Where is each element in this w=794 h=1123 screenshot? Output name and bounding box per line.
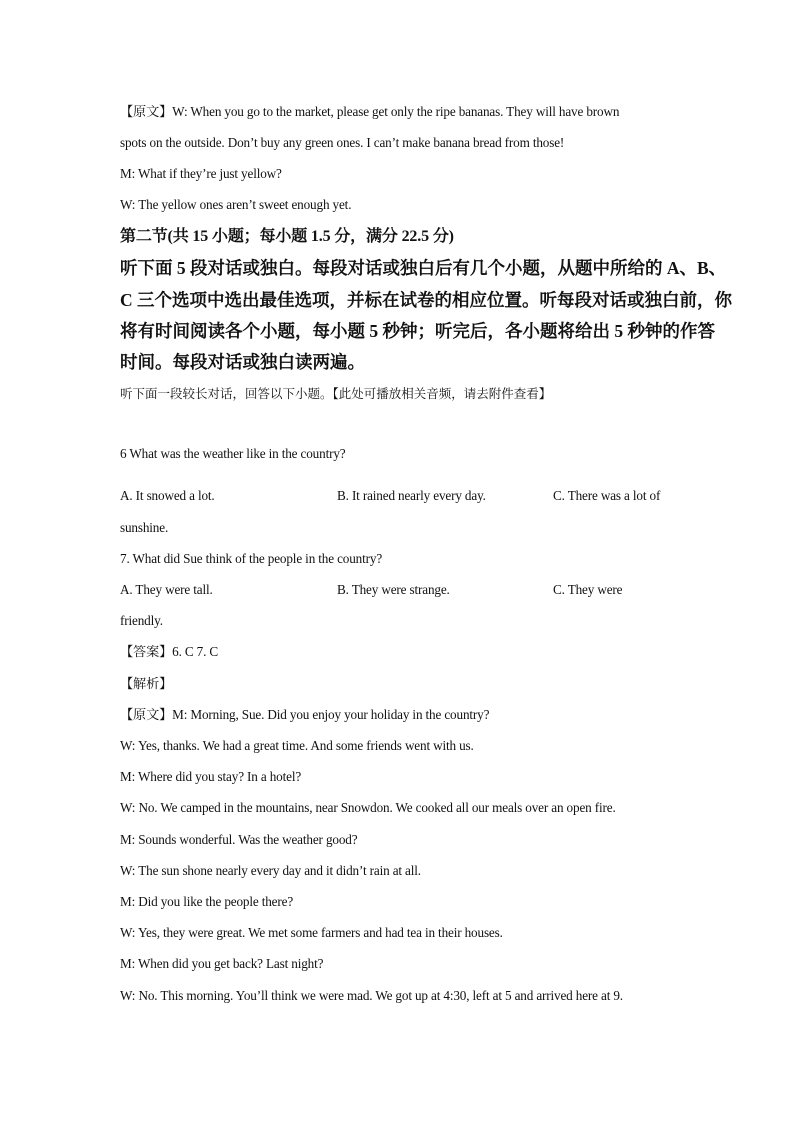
- transcript-line: M: Where did you stay? In a hotel?: [120, 769, 302, 784]
- analysis-label: 【解析】: [120, 676, 173, 691]
- instruction-line: 将有时间阅读各个小题，每小题 5 秒钟；听完后，各小题将给出 5 秒钟的作答: [120, 321, 715, 341]
- transcript-line: M: Did you like the people there?: [120, 894, 294, 909]
- q7-option-a: A. They were tall.: [120, 582, 213, 597]
- instruction-line: 听下面 5 段对话或独白。每段对话或独白后有几个小题，从题中所给的 A、B、: [120, 258, 727, 278]
- q7-option-c-continued: friendly.: [120, 613, 163, 628]
- instruction-line: C 三个选项中选出最佳选项，并标在试卷的相应位置。听每段对话或独白前，你: [120, 290, 733, 310]
- question-7: 7. What did Sue think of the people in the country?: [120, 551, 383, 566]
- q7-option-b: B. They were strange.: [337, 582, 450, 597]
- transcript-line: 【原文】W: When you go to the market, please get only the ripe bananas. They will have brown: [120, 104, 620, 119]
- transcript-line: M: Sounds wonderful. Was the weather good?: [120, 832, 358, 847]
- q6-option-c: C. There was a lot of: [553, 488, 661, 503]
- q6-option-b: B. It rained nearly every day.: [337, 488, 486, 503]
- q6-option-c-continued: sunshine.: [120, 520, 169, 535]
- q6-option-a: A. It snowed a lot.: [120, 488, 215, 503]
- transcript-line: W: No. This morning. You’ll think we were mad. We got up at 4:30, left at 5 and arrived here at 9.: [120, 988, 623, 1003]
- listening-note: 听下面一段较长对话，回答以下小题。【此处可播放相关音频，请去附件查看】: [120, 386, 552, 401]
- transcript-line: W: Yes, they were great. We met some farmers and had tea in their houses.: [120, 925, 503, 940]
- transcript-line: W: Yes, thanks. We had a great time. And some friends went with us.: [120, 738, 474, 753]
- transcript-line: 【原文】M: Morning, Sue. Did you enjoy your holiday in the country?: [120, 707, 490, 722]
- answer-line: 【答案】6. C 7. C: [120, 644, 219, 659]
- transcript-line: M: When did you get back? Last night?: [120, 956, 324, 971]
- transcript-line: M: What if they’re just yellow?: [120, 166, 282, 181]
- transcript-line: W: The sun shone nearly every day and it didn’t rain at all.: [120, 863, 421, 878]
- q7-option-c: C. They were: [553, 582, 623, 597]
- question-6: 6 What was the weather like in the country?: [120, 446, 346, 461]
- transcript-line: W: The yellow ones aren’t sweet enough yet.: [120, 197, 352, 212]
- section-title: 第二节(共 15 小题；每小题 1.5 分，满分 22.5 分): [120, 228, 454, 245]
- transcript-line: W: No. We camped in the mountains, near Snowdon. We cooked all our meals over an open fire.: [120, 800, 616, 815]
- instruction-line: 时间。每段对话或独白读两遍。: [120, 352, 365, 372]
- transcript-line: spots on the outside. Don’t buy any green ones. I can’t make banana bread from those!: [120, 135, 565, 150]
